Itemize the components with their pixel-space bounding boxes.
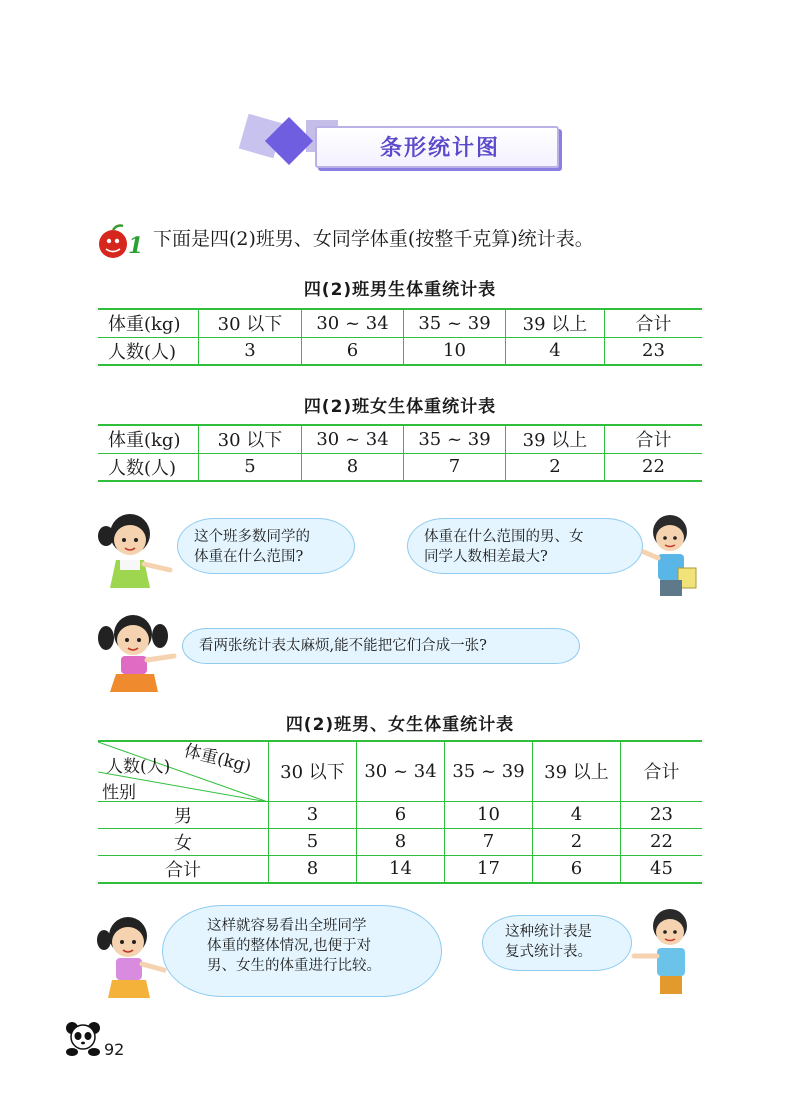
speech-bubble (482, 915, 632, 971)
bubble-line: 复式统计表。 (505, 944, 592, 960)
bubble-line: 这种统计表是 (505, 924, 592, 940)
table-cell: 22 (621, 828, 703, 855)
boys-weight-table (98, 308, 702, 366)
table-header-cell: 30 ~ 34 (302, 309, 404, 337)
table-cell: 23 (605, 337, 703, 365)
table-cell: 4 (533, 801, 621, 828)
problem-number-badge-icon (95, 222, 145, 262)
table-header-cell: 35 ~ 39 (445, 741, 533, 801)
table-header-cell: 合计 (605, 309, 703, 337)
speech-bubble (162, 905, 442, 997)
bubble-line: 看两张统计表太麻烦,能不能把它们合成一张? (199, 638, 487, 654)
table-cell: 6 (302, 337, 404, 365)
table-row-label: 人数(人) (98, 453, 199, 481)
table-cell: 17 (445, 855, 533, 883)
table-cell: 14 (357, 855, 445, 883)
table-cell: 2 (506, 453, 605, 481)
table-header-cell: 39 以上 (533, 741, 621, 801)
boys-table-caption: 四(2)班男生体重统计表 (303, 280, 497, 300)
table-header-cell: 30 以下 (199, 309, 302, 337)
table-cell: 45 (621, 855, 703, 883)
page-number: 92 (104, 1040, 125, 1059)
table-cell: 7 (404, 453, 506, 481)
boy-character-icon (640, 512, 702, 598)
problem-number: 1 (128, 233, 144, 259)
table-corner-cell (98, 741, 269, 801)
page-title: 条形统计图 (379, 135, 500, 161)
table-cell: 4 (506, 337, 605, 365)
table-cell: 10 (445, 801, 533, 828)
panda-icon (64, 1020, 102, 1058)
table-header-cell: 体重(kg) (98, 425, 199, 453)
table-row-label: 女 (98, 828, 269, 855)
problem-text: 下面是四(2)班男、女同学体重(按整千克算)统计表。 (153, 228, 594, 250)
girls-weight-table (98, 424, 702, 482)
combined-table-caption: 四(2)班男、女生体重统计表 (285, 715, 515, 735)
table-cell: 10 (404, 337, 506, 365)
speech-bubble (177, 518, 355, 574)
table-header-cell: 30 ~ 34 (302, 425, 404, 453)
corner-label-weight: 体重(kg) (181, 740, 254, 777)
table-cell: 5 (199, 453, 302, 481)
girl-character-icon (96, 912, 168, 1000)
table-header-cell: 39 以上 (506, 425, 605, 453)
table-header-cell: 35 ~ 39 (404, 309, 506, 337)
table-cell: 8 (269, 855, 357, 883)
table-header-cell: 30 以下 (269, 741, 357, 801)
table-row-label: 男 (98, 801, 269, 828)
table-header-cell: 39 以上 (506, 309, 605, 337)
table-cell: 8 (357, 828, 445, 855)
bubble-line: 同学人数相差最大? (424, 549, 548, 565)
table-row (98, 855, 702, 883)
table-row (98, 828, 702, 855)
bubble-line: 这样就容易看出全班同学 (207, 918, 367, 934)
table-cell: 5 (269, 828, 357, 855)
girl-pigtails-character-icon (96, 612, 180, 696)
girls-table-caption: 四(2)班女生体重统计表 (303, 397, 497, 417)
table-header-cell: 35 ~ 39 (404, 425, 506, 453)
table-header-cell: 合计 (605, 425, 703, 453)
combined-weight-table (98, 740, 702, 884)
table-cell: 23 (621, 801, 703, 828)
bubble-line: 男、女生的体重进行比较。 (207, 958, 381, 974)
girl-character-icon (96, 510, 178, 590)
speech-bubble (182, 628, 580, 664)
table-cell: 6 (533, 855, 621, 883)
boy-character-icon (630, 906, 702, 998)
table-cell: 8 (302, 453, 404, 481)
table-header-cell: 合计 (621, 741, 703, 801)
table-row (98, 801, 702, 828)
corner-label-gender: 性别 (102, 783, 136, 803)
corner-label-count: 人数(人) (106, 757, 171, 777)
table-cell: 22 (605, 453, 703, 481)
bubble-line: 体重在什么范围的男、女 (424, 529, 584, 545)
speech-bubble (407, 518, 643, 574)
table-cell: 3 (199, 337, 302, 365)
table-cell: 2 (533, 828, 621, 855)
table-row-label: 人数(人) (98, 337, 199, 365)
bubble-line: 体重的整体情况,也便于对 (207, 938, 372, 954)
table-header-cell: 30 以下 (199, 425, 302, 453)
table-row-label: 合计 (98, 855, 269, 883)
bubble-line: 体重在什么范围? (194, 549, 304, 565)
table-cell: 6 (357, 801, 445, 828)
table-header-cell: 30 ~ 34 (357, 741, 445, 801)
table-cell: 7 (445, 828, 533, 855)
table-cell: 3 (269, 801, 357, 828)
table-header-cell: 体重(kg) (98, 309, 199, 337)
bubble-line: 这个班多数同学的 (194, 529, 310, 545)
